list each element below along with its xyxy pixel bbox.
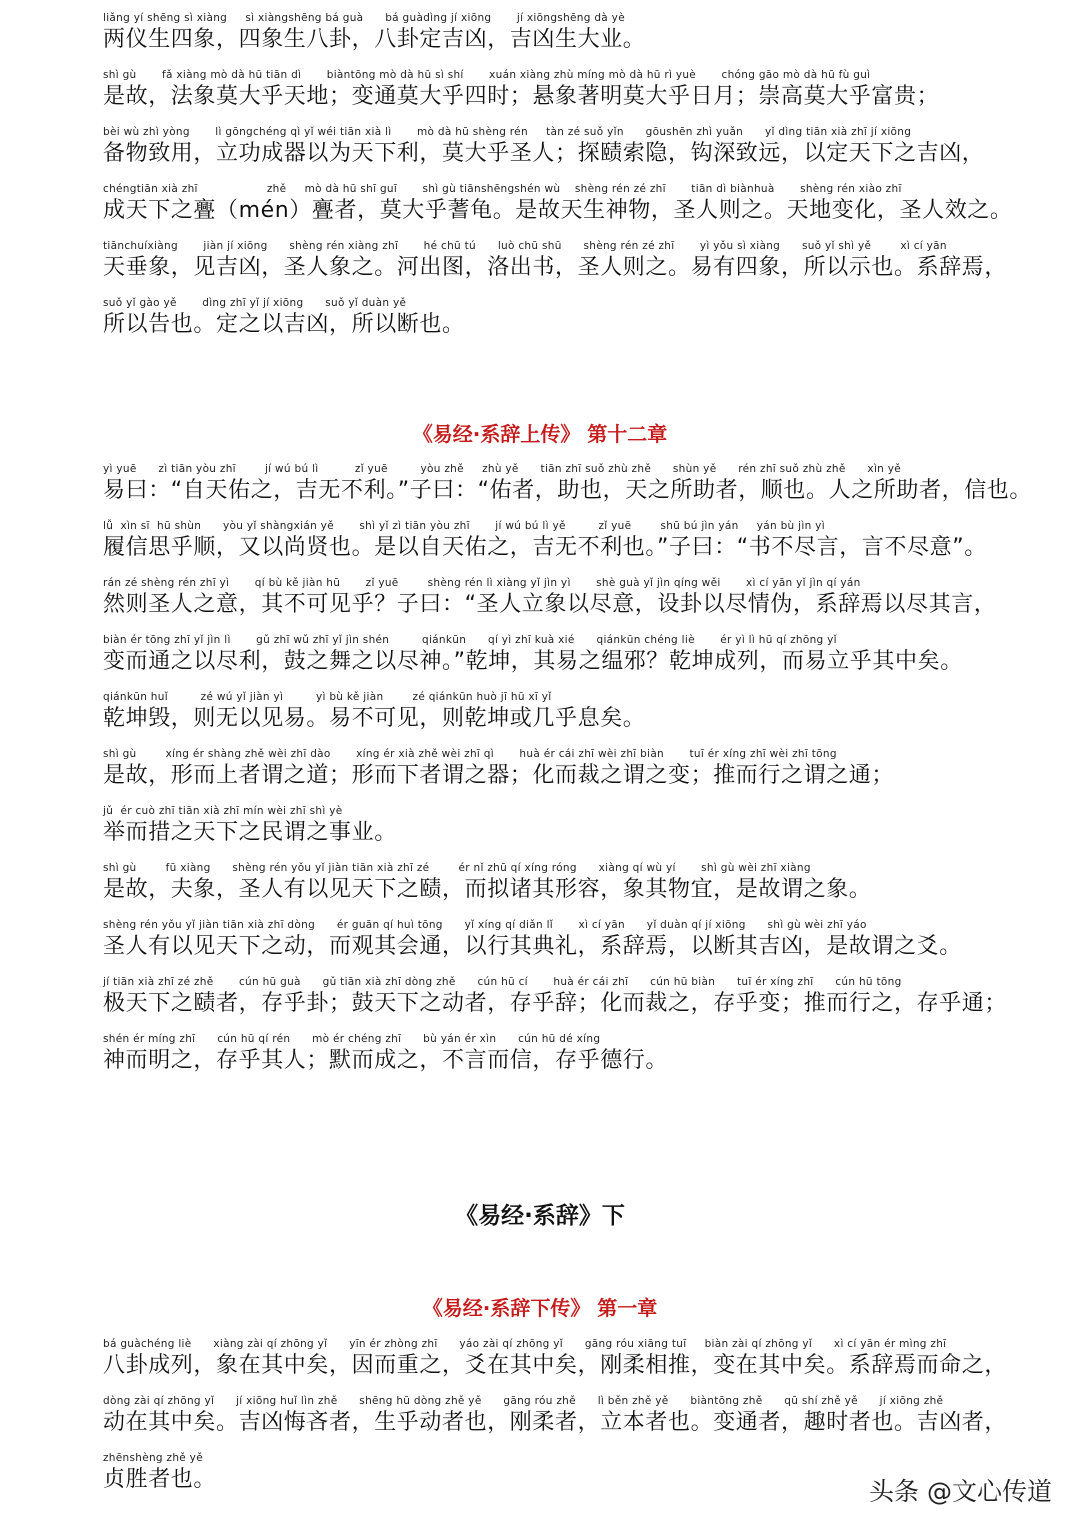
hanzi-text: 然则圣人之意，其不可见乎？子曰：“圣人立象以尽意，设卦以尽情伪，系辞焉以尽其言，: [103, 592, 997, 617]
hanzi-text: 变而通之以尽利，鼓之舞之以尽神。”乾坤，其易之缊邪？乾坤成列，而易立乎其中矣。: [103, 649, 963, 674]
pinyin-annotation: dòng zài qí zhōng yǐ jí xiōng huǐ lìn zhě shēng hū dòng zhě yě gāng róu zhě lì běn zhě yě biàntōng zhě qū shí zhě yě jí xiōng zhě: [103, 1395, 944, 1407]
pinyin-annotation: zhēnshèng zhě yě: [103, 1452, 203, 1464]
section-a: [103, 12, 1013, 354]
section-b: [103, 463, 1032, 1090]
pinyin-annotation: bá guàchéng liè xiàng zài qí zhōng yǐ yīn ér zhòng zhī yáo zài qí zhōng yǐ gāng róu xiāng tuī biàn zài qí zhōng yǐ xì cí yān ér mìng zhī: [103, 1338, 947, 1350]
pinyin-annotation: bèi wù zhì yòng lì gōngchéng qì yǐ wéi tiān xià lì mò dà hū shèng rén tàn zé suǒ yǐn gōushēn zhì yuǎn yǐ dìng tiān xià zhī jí xiōng: [103, 126, 912, 138]
lower-part-heading: 《易经·系辞》下: [455, 1203, 625, 1229]
text-line: [103, 183, 1013, 240]
hanzi-text: 动在其中矣。吉凶悔吝者，生乎动者也，刚柔者，立本者也。变通者，趣时者也。吉凶者，: [103, 1410, 1008, 1435]
text-line: [103, 748, 1003, 805]
lower-chapter-1-heading: 《易经·系辞下传》 第一章: [422, 1296, 658, 1320]
pinyin-annotation: jí tiān xià zhī zé zhě cún hū guà gǔ tiān xià zhī dòng zhě cún hū cí huà ér cái zhī cún hū biàn tuī ér xíng zhī cún hū tōng: [103, 976, 902, 988]
hanzi-text: 成天下之亹（mén）亹者，莫大乎蓍龟。是故天生神物，圣人则之。天地变化，圣人效之。: [103, 198, 1013, 223]
hanzi-text: 极天下之赜者，存乎卦；鼓天下之动者，存乎辞；化而裁之，存乎变；推而行之，存乎通；: [103, 991, 1008, 1016]
text-line: [103, 805, 1003, 862]
pinyin-annotation: chéngtiān xià zhī zhě mò dà hū shī guī shì gù tiānshēngshén wù shèng rén zé zhī tiān dì biànhuà shèng rén xiào zhī: [103, 183, 902, 195]
hanzi-text: 是故，形而上者谓之道；形而下者谓之器；化而裁之谓之变；推而行之谓之通；: [103, 763, 895, 788]
pinyin-annotation: shèng rén yǒu yǐ jiàn tiān xià zhī dòng ér guān qí huì tōng yǐ xíng qí diǎn lǐ xì cí yān yǐ duàn qí jí xiōng shì gù wèi zhī yáo: [103, 919, 867, 931]
hanzi-text: 所以告也。定之以吉凶，所以断也。: [103, 312, 465, 337]
hanzi-text: 贞胜者也。: [103, 1467, 217, 1492]
hanzi-text: 是故，夫象，圣人有以见天下之赜，而拟诸其形容，象其物宜，是故谓之象。: [103, 877, 872, 902]
text-line: [103, 1338, 1008, 1395]
pinyin-annotation: shì gù xíng ér shàng zhě wèi zhī dào xíng ér xià zhě wèi zhī qì huà ér cái zhī wèi zhī biàn tuī ér xíng zhī wèi zhī tōng: [103, 748, 837, 760]
text-line: [103, 1033, 1003, 1090]
pinyin-annotation: jǔ ér cuò zhī tiān xià zhī mín wèi zhī shì yè: [103, 805, 343, 817]
text-line: [103, 297, 1003, 354]
hanzi-text: 履信思乎顺，又以尚贤也。是以自天佑之，吉无不利也。”子曰：“书不尽言，言不尽意”。: [103, 535, 987, 560]
pinyin-annotation: yì yuē zì tiān yòu zhī jí wú bú lì zǐ yuē yòu zhě zhù yě tiān zhī suǒ zhù zhě shùn yě rén zhī suǒ zhù zhě xìn yě: [103, 463, 902, 475]
pinyin-annotation: suǒ yǐ gào yě dìng zhī yǐ jí xiōng suǒ yǐ duàn yě: [103, 297, 407, 309]
pinyin-annotation: qiánkūn huǐ zé wú yǐ jiàn yì yì bù kě jiàn zé qiánkūn huò jī hū xī yǐ: [103, 691, 552, 703]
hanzi-text: 两仪生四象，四象生八卦，八卦定吉凶，吉凶生大业。: [103, 27, 646, 52]
hanzi-text: 八卦成列，象在其中矣，因而重之，爻在其中矣，刚柔相推，变在其中矣。系辞焉而命之，: [103, 1353, 1008, 1378]
text-line: [103, 69, 1003, 126]
text-line: [103, 577, 1003, 634]
watermark: 头条 @文心传道: [869, 1477, 1052, 1506]
hanzi-text: 备物致用，立功成器以为天下利，莫大乎圣人；探赜索隐，钩深致远，以定天下之吉凶，: [103, 141, 985, 166]
text-line: [103, 691, 1003, 748]
chapter-12-heading: 《易经·系辞上传》 第十二章: [412, 422, 668, 446]
text-line: [103, 126, 1003, 183]
text-line: [103, 634, 1003, 691]
text-line: [103, 862, 1003, 919]
text-line: [103, 1452, 1003, 1509]
text-line: [103, 976, 1008, 1033]
text-line: [103, 1395, 1008, 1452]
pinyin-annotation: tiānchuíxiàng jiàn jí xiōng shèng rén xiàng zhī hé chū tú luò chū shū shèng rén zé zhī yì yǒu sì xiàng suǒ yǐ shì yě xì cí yān: [103, 240, 947, 252]
text-line: [103, 463, 1032, 520]
hanzi-text: 易曰：“自天佑之，吉无不利。”子曰：“佑者，助也，天之所助者，顺也。人之所助者，信也。: [103, 478, 1032, 503]
pinyin-annotation: lǚ xìn sī hū shùn yòu yǐ shàngxián yě shì yǐ zì tiān yòu zhī jí wú bú lì yě zǐ yuē shū bú jìn yán yán bù jìn yì: [103, 520, 825, 532]
hanzi-text: 神而明之，存乎其人；默而成之，不言而信，存乎德行。: [103, 1048, 669, 1073]
pinyin-annotation: shì gù fū xiàng shèng rén yǒu yǐ jiàn tiān xià zhī zé ér nǐ zhū qí xíng róng xiàng qí wù yí shì gù wèi zhī xiàng: [103, 862, 811, 874]
hanzi-text: 举而措之天下之民谓之事业。: [103, 820, 397, 845]
text-line: [103, 520, 1003, 577]
pinyin-annotation: shén ér míng zhī cún hū qí rén mò ér chéng zhī bù yán ér xìn cún hū dé xíng: [103, 1033, 601, 1045]
hanzi-text: 是故，法象莫大乎天地；变通莫大乎四时；悬象著明莫大乎日月；崇高莫大乎富贵；: [103, 84, 940, 109]
hanzi-text: 乾坤毁，则无以见易。易不可见，则乾坤或几乎息矣。: [103, 706, 646, 731]
text-line: [103, 12, 1003, 69]
text-line: [103, 919, 1003, 976]
pinyin-annotation: rán zé shèng rén zhī yì qí bù kě jiàn hū zǐ yuē shèng rén lì xiàng yǐ jìn yì shè guà yǐ jìn qíng wěi xì cí yān yǐ jìn qí yán: [103, 577, 861, 589]
hanzi-text: 天垂象，见吉凶，圣人象之。河出图，洛出书，圣人则之。易有四象，所以示也。系辞焉，: [103, 255, 1008, 280]
pinyin-annotation: shì gù fǎ xiàng mò dà hū tiān dì biàntōng mò dà hū sì shí xuán xiàng zhù míng mò dà hū rì yuè chóng gāo mò dà hū fù guì: [103, 69, 871, 81]
pinyin-annotation: liǎng yí shēng sì xiàng sì xiàngshēng bá guà bá guàdìng jí xiōng jí xiōngshēng dà yè: [103, 12, 625, 24]
pinyin-annotation: biàn ér tōng zhī yǐ jìn lì gǔ zhī wǔ zhī yǐ jìn shén qiánkūn qí yì zhī kuà xié qiánkūn chéng liè ér yì lì hū qí zhōng yǐ: [103, 634, 837, 646]
hanzi-text: 圣人有以见天下之动，而观其会通，以行其典礼，系辞焉，以断其吉凶，是故谓之爻。: [103, 934, 962, 959]
section-c: [103, 1338, 1008, 1509]
text-line: [103, 240, 1008, 297]
